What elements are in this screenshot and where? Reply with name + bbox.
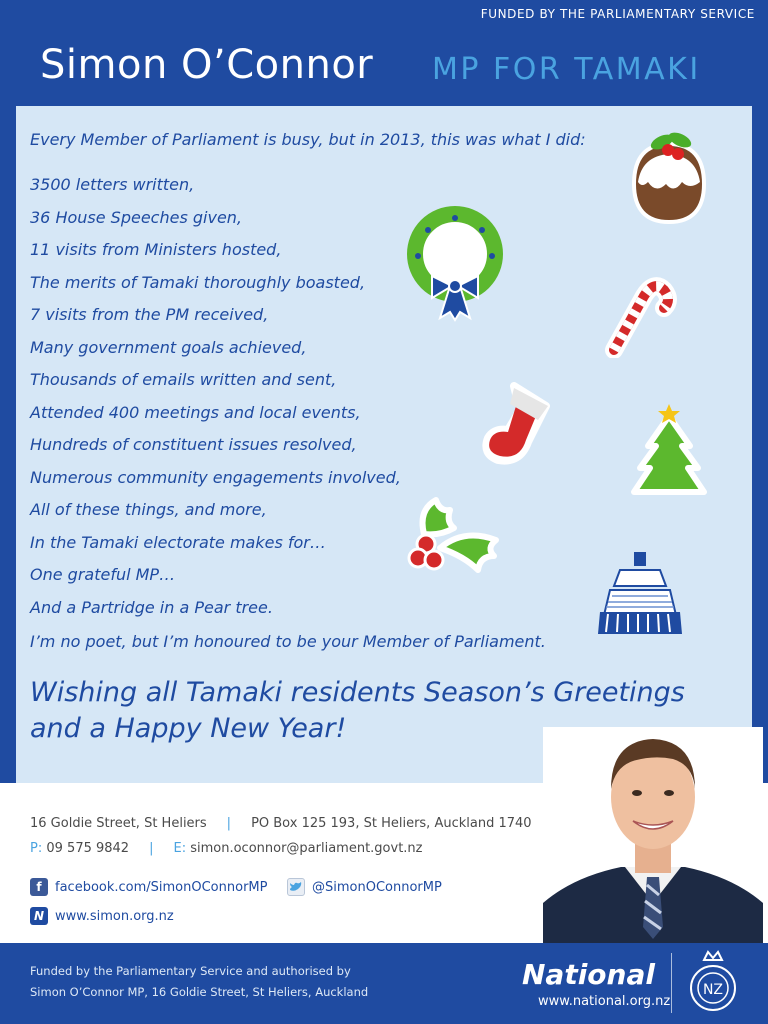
poem-line: The merits of Tamaki thoroughly boasted, xyxy=(30,272,366,292)
poem-line: Many government goals achieved, xyxy=(30,337,307,357)
poem-line: Hundreds of constituent issues resolved, xyxy=(30,435,357,454)
funded-notice-top: FUNDED BY THE PARLIAMENTARY SERVICE xyxy=(480,7,755,21)
facebook-icon: f xyxy=(30,878,48,896)
website-link[interactable] xyxy=(30,907,174,925)
mp-portrait xyxy=(543,727,763,943)
twitter-icon xyxy=(287,878,305,896)
header-banner xyxy=(0,0,768,106)
christmas-pudding-icon xyxy=(628,124,710,226)
separator: | xyxy=(226,816,232,831)
email-label: E: xyxy=(173,841,187,856)
holly-icon xyxy=(404,494,504,580)
greeting-line-2: and a Happy New Year! xyxy=(30,713,347,744)
poem-line: Numerous community engagements involved, xyxy=(30,467,401,487)
phone-label: P: xyxy=(30,841,43,856)
address-line xyxy=(30,816,532,831)
website-url[interactable]: www.simon.org.nz xyxy=(55,908,174,924)
street-address: 16 Goldie Street, St Heliers xyxy=(30,816,207,831)
mp-name: Simon O’Connor xyxy=(40,42,374,88)
email-address[interactable]: simon.oconnor@parliament.govt.nz xyxy=(190,841,423,856)
beehive-icon xyxy=(594,550,686,640)
twitter-handle[interactable]: @SimonOConnorMP xyxy=(312,879,442,895)
poem-line: All of these things, and more, xyxy=(30,500,267,519)
facebook-link[interactable] xyxy=(30,878,267,896)
poem-line: 11 visits from Ministers hosted, xyxy=(30,240,282,259)
crest-label: NZ xyxy=(702,982,724,998)
poem-line: One grateful MP… xyxy=(30,565,176,584)
poem-line: Attended 400 meetings and local events, xyxy=(30,402,361,422)
footer-authorised-line-1: Funded by the Parliamentary Service and authorised by xyxy=(30,964,351,978)
stocking-icon xyxy=(480,376,556,468)
phone-email-line xyxy=(30,841,423,856)
phone-number[interactable]: 09 575 9842 xyxy=(46,841,130,856)
national-logo: National xyxy=(522,958,655,991)
footer-authorised-line-2: Simon O’Connor MP, 16 Goldie Street, St Heliers, Auckland xyxy=(30,985,369,999)
christmas-tree-icon xyxy=(630,402,708,502)
poem-line: And a Partridge in a Pear tree. xyxy=(30,597,273,617)
facebook-url[interactable]: facebook.com/SimonOConnorMP xyxy=(55,879,268,895)
poet-line: I’m no poet, but I’m honoured to be your Member of Parliament. xyxy=(30,632,546,651)
mp-role: MP FOR TAMAKI xyxy=(432,52,701,87)
greeting-line-1: Wishing all Tamaki residents Season’s Greetings xyxy=(30,677,685,708)
national-icon: N xyxy=(30,907,48,925)
letter-intro: Every Member of Parliament is busy, but in 2013, this was what I did: xyxy=(30,130,586,149)
footer-divider xyxy=(671,953,672,1013)
poem-line: In the Tamaki electorate makes for… xyxy=(30,532,326,552)
poem-line: 36 House Speeches given, xyxy=(30,207,243,227)
wreath-icon xyxy=(406,204,504,324)
poem-line: Thousands of emails written and sent, xyxy=(30,370,337,389)
poem-list xyxy=(30,170,401,625)
national-url[interactable]: www.national.org.nz xyxy=(538,994,671,1009)
po-box: PO Box 125 193, St Heliers, Auckland 1740 xyxy=(251,816,532,831)
candy-cane-icon xyxy=(602,268,678,358)
poem-line: 7 visits from the PM received, xyxy=(30,305,269,324)
poem-line: 3500 letters written, xyxy=(30,175,195,194)
crest-icon xyxy=(684,950,742,1016)
separator: | xyxy=(149,841,154,856)
twitter-link[interactable] xyxy=(287,878,442,896)
